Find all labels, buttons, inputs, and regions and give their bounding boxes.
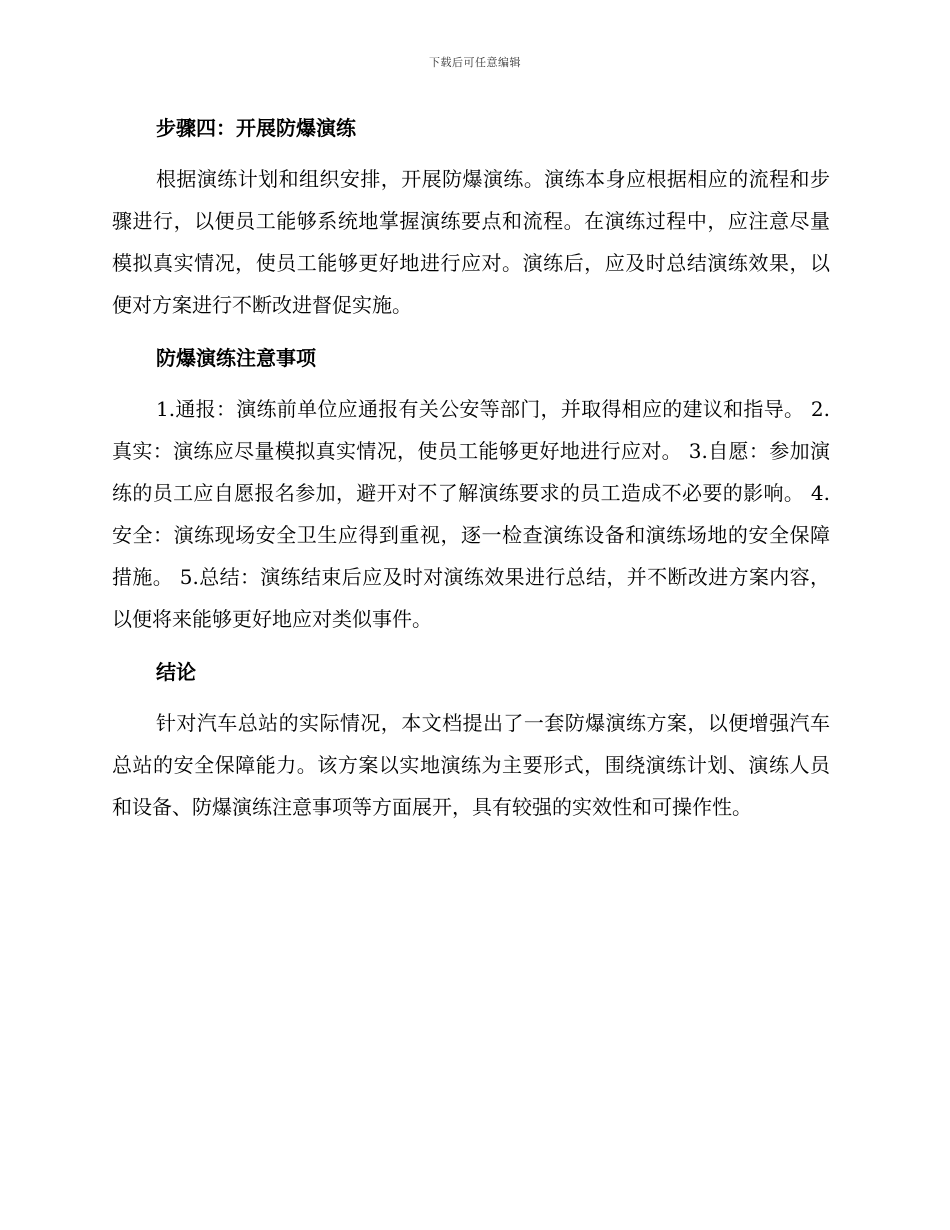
section-paragraph: 根据演练计划和组织安排，开展防爆演练。演练本身应根据相应的流程和步骤进行，以便员工能够系统地掌握演练要点和流程。在演练过程中，应注意尽量模拟真实情况，使员工能够更好地进行应对。演练后，应及时总结演练效果，以便对方案进行不断改进督促实施。 [112, 167, 830, 317]
section-conclusion [112, 652, 830, 828]
section-precautions [112, 338, 830, 640]
page-header: 下载后可任意编辑 [429, 56, 521, 69]
section-paragraph: 针对汽车总站的实际情况，本文档提出了一套防爆演练方案，以便增强汽车总站的安全保障能力。该方案以实地演练为主要形式，围绕演练计划、演练人员和设备、防爆演练注意事项等方面展开，具有较强的实效性和可操作性。 [112, 711, 830, 819]
section-paragraph: 1.通报：演练前单位应通报有关公安等部门，并取得相应的建议和指导。 2.真实：演练应尽量模拟真实情况，使员工能够更好地进行应对。 3.自愿：参加演练的员工应自愿报名参加，避开对不了解演练要求的员工造成不必要的影响。 4.安全：演练现场安全卫生应得到重视，逐一检查演练设备和演练场地的安全保障措施。 5.总结：演练结束后应及时对演练效果进行总结，并不断改进方案内容，以便将来能够更好地应对类似事件。 [112, 397, 830, 631]
section-heading: 结论 [156, 660, 196, 684]
section-step-four [112, 108, 830, 326]
document-body [112, 108, 830, 828]
section-heading: 防爆演练注意事项 [156, 346, 316, 370]
section-heading: 步骤四：开展防爆演练 [156, 116, 356, 140]
